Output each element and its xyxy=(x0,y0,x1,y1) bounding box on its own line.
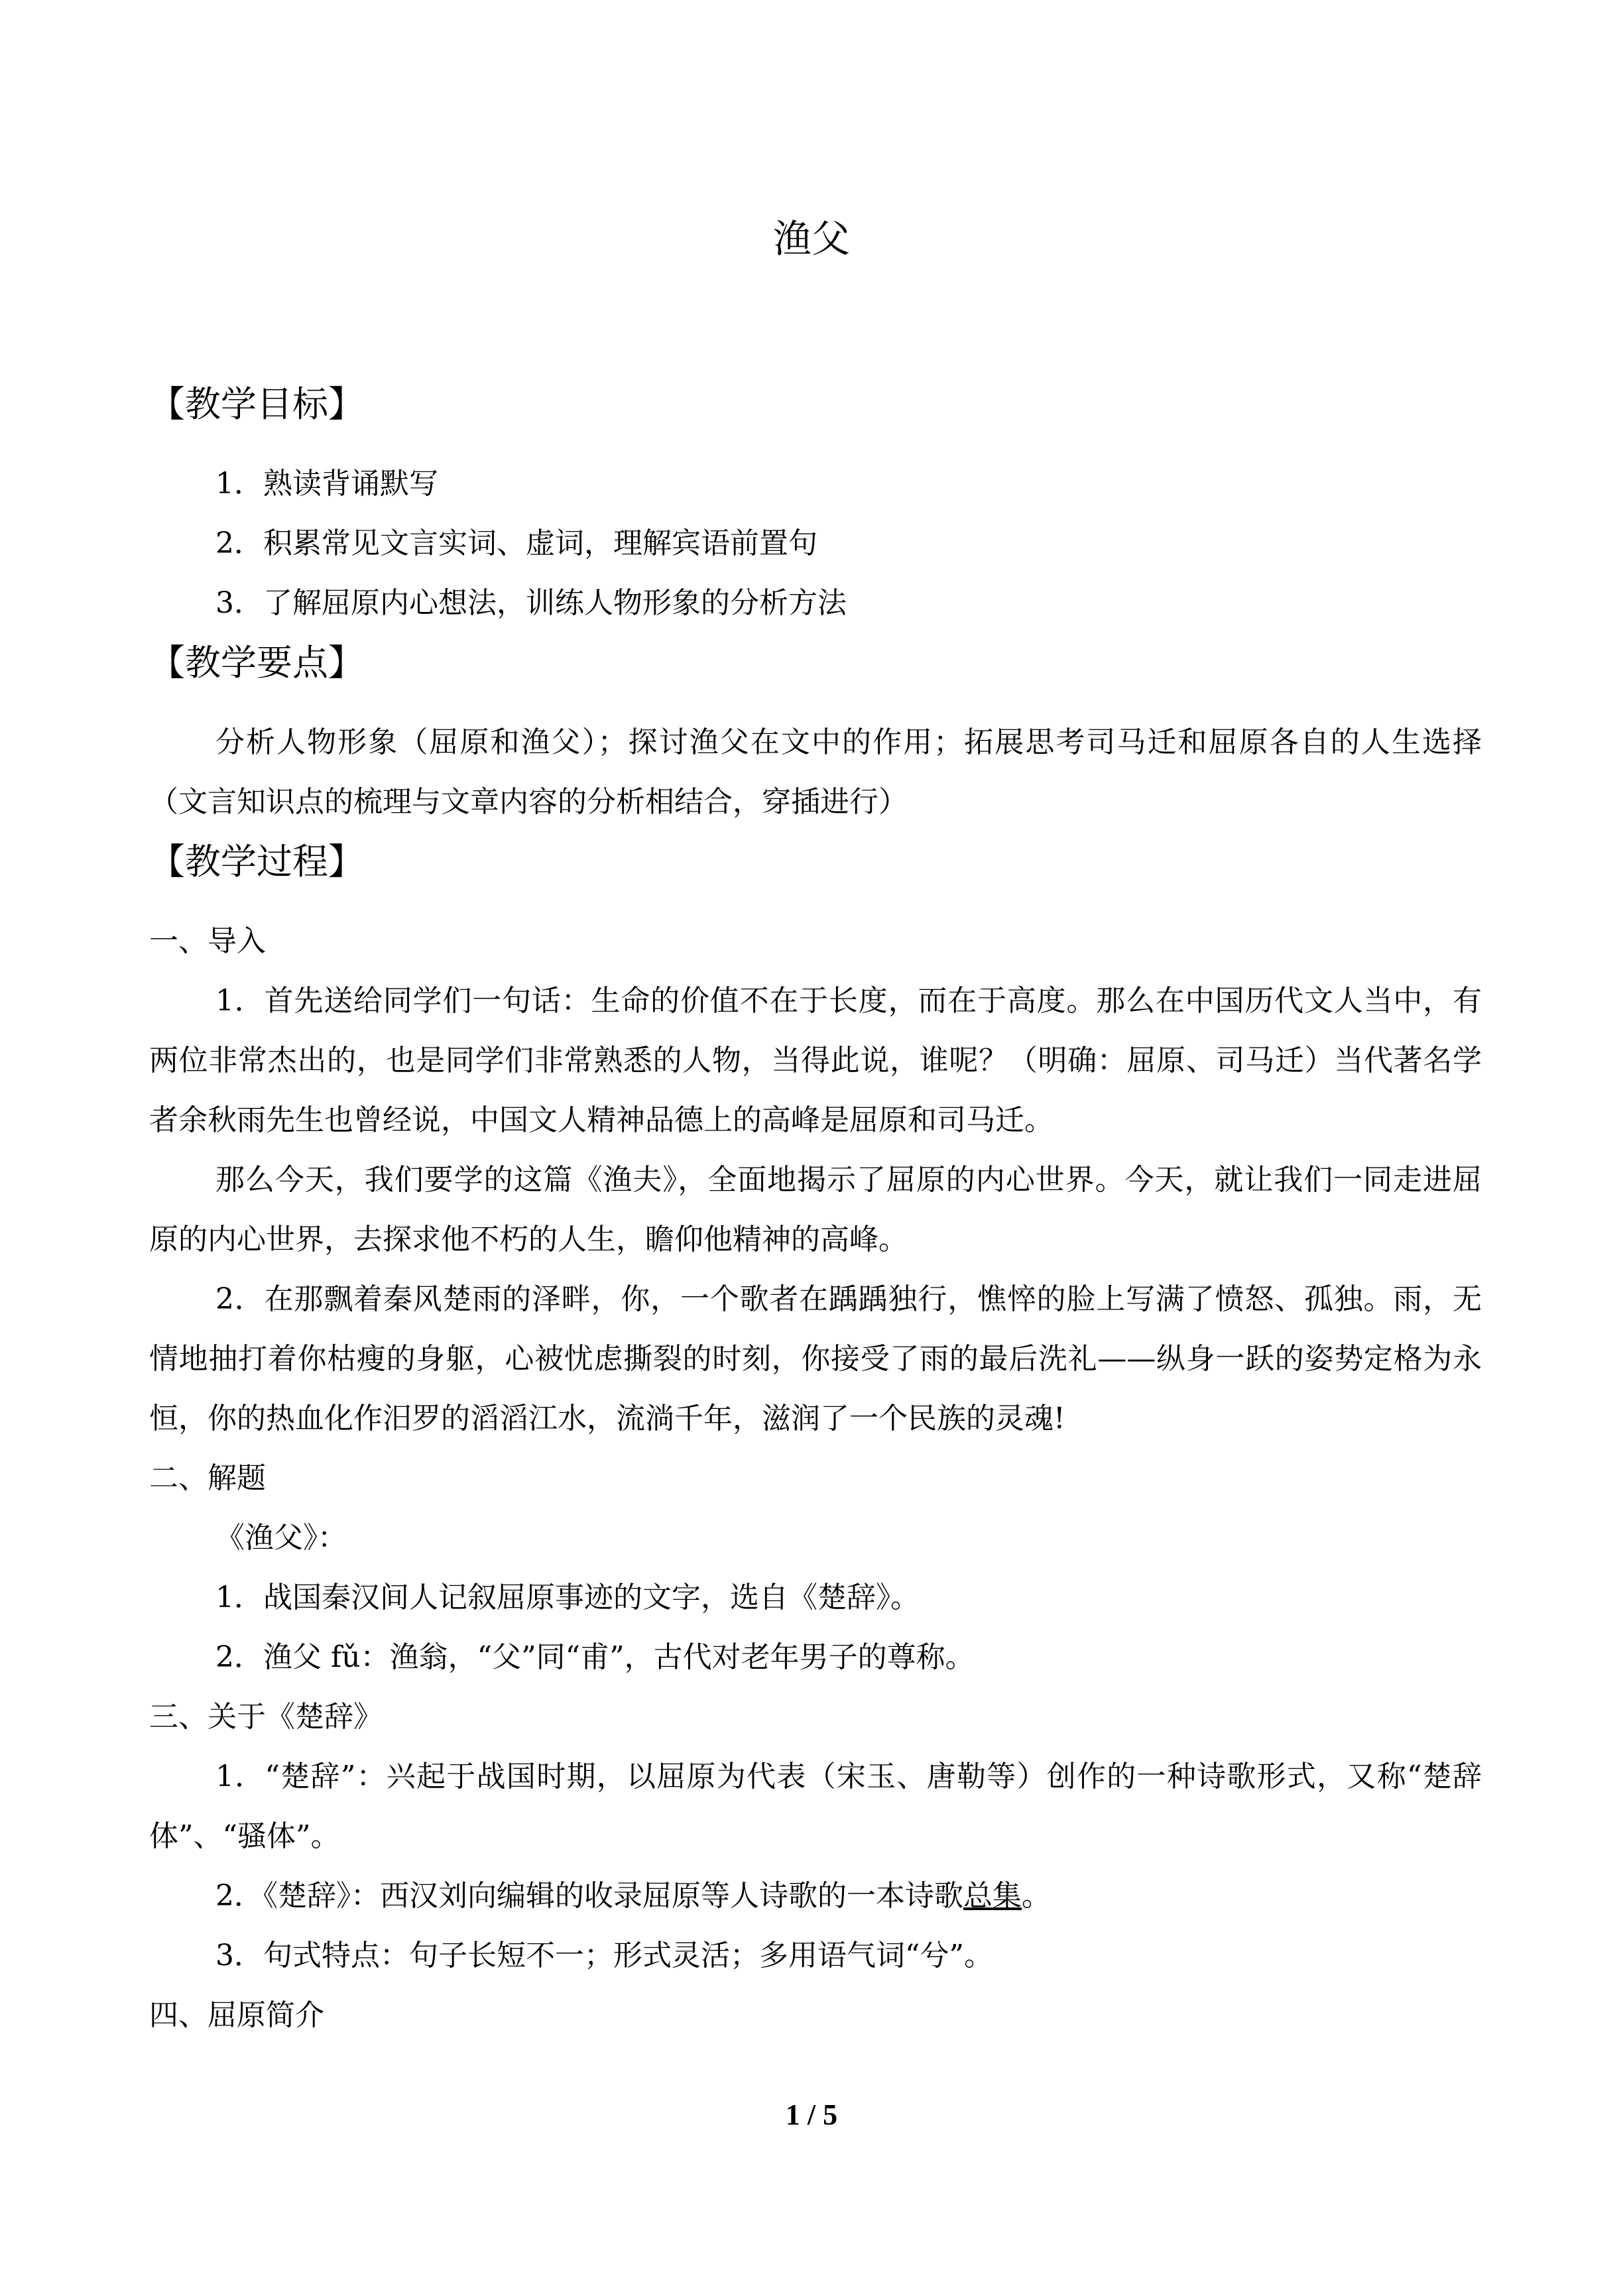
section-2-item-1: 1．战国秦汉间人记叙屈原事迹的文字，选自《楚辞》。 xyxy=(215,1581,920,1614)
section-1-paragraph-1: 1．首先送给同学们一句话：生命的价值不在于长度，而在于高度。那么在中国历代文人当中，有两位非常杰出的，也是同学们非常熟悉的人物，当得此说，谁呢？（明确：屈原、司马迁）当代著名学者余秋雨先生也曾经说，中国文人精神品德上的高峰是屈原和司马迁。 xyxy=(149,984,1482,1137)
section-3-paragraph-1: 1．“楚辞”：兴起于战国时期，以屈原为代表（宋玉、唐勒等）创作的一种诗歌形式，又称“楚辞体”、“骚体”。 xyxy=(149,1760,1482,1853)
objective-item-3: 3．了解屈原内心想法，训练人物形象的分析方法 xyxy=(215,586,847,620)
section-4-title: 四、屈原简介 xyxy=(149,1998,324,2032)
section-1-title: 一、导入 xyxy=(149,924,266,958)
section-3-paragraph-3: 3．句式特点：句子长短不一；形式灵活；多用语气词“兮”。 xyxy=(215,1939,993,1972)
section-2-title: 二、解题 xyxy=(149,1461,266,1495)
objective-item-2: 2．积累常见文言实词、虚词，理解宾语前置句 xyxy=(215,526,817,560)
section-3-paragraph-2-end: 。 xyxy=(1022,1879,1051,1913)
underlined-term: 总集 xyxy=(963,1879,1022,1913)
section-1-paragraph-3: 2．在那飘着秦风楚雨的泽畔，你，一个歌者在踽踽独行，憔悴的脸上写满了愤怒、孤独。雨，无情地抽打着你枯瘦的身躯，心被忧虑撕裂的时刻，你接受了雨的最后洗礼——纵身一跃的姿势定格为永恒，你的热血化作汨罗的滔滔江水，流淌千年，滋润了一个民族的灵魂! xyxy=(149,1282,1482,1435)
process-heading: 【教学过程】 xyxy=(149,841,364,882)
document-title: 渔父 xyxy=(772,216,850,261)
section-2-subtitle: 《渔父》： xyxy=(215,1521,347,1555)
document-body xyxy=(149,375,1482,2045)
objective-item-1: 1．熟读背诵默写 xyxy=(215,467,438,501)
section-3-paragraph-2-text: 2．《楚辞》：西汉刘向编辑的收录屈原等人诗歌的一本诗歌 xyxy=(215,1879,963,1913)
section-2-item-2: 2．渔父 fǔ：渔翁，“父”同“甫”，古代对老年男子的尊称。 xyxy=(215,1640,975,1674)
section-3-title: 三、关于《楚辞》 xyxy=(149,1700,383,1734)
section-3-paragraph-2 xyxy=(149,1866,1482,1926)
section-1-paragraph-2: 那么今天，我们要学的这篇《渔夫》，全面地揭示了屈原的内心世界。今天，就让我们一同走进屈原的内心世界，去探求他不朽的人生，瞻仰他精神的高峰。 xyxy=(149,1163,1482,1256)
objectives-heading: 【教学目标】 xyxy=(149,383,364,425)
page-number: 1 / 5 xyxy=(785,2098,838,2131)
key-points-text: 分析人物形象（屈原和渔父）；探讨渔父在文中的作用；拓展思考司马迁和屈原各自的人生选择（文言知识点的梳理与文章内容的分析相结合，穿插进行） xyxy=(149,725,1482,819)
key-points-heading: 【教学要点】 xyxy=(149,642,364,684)
